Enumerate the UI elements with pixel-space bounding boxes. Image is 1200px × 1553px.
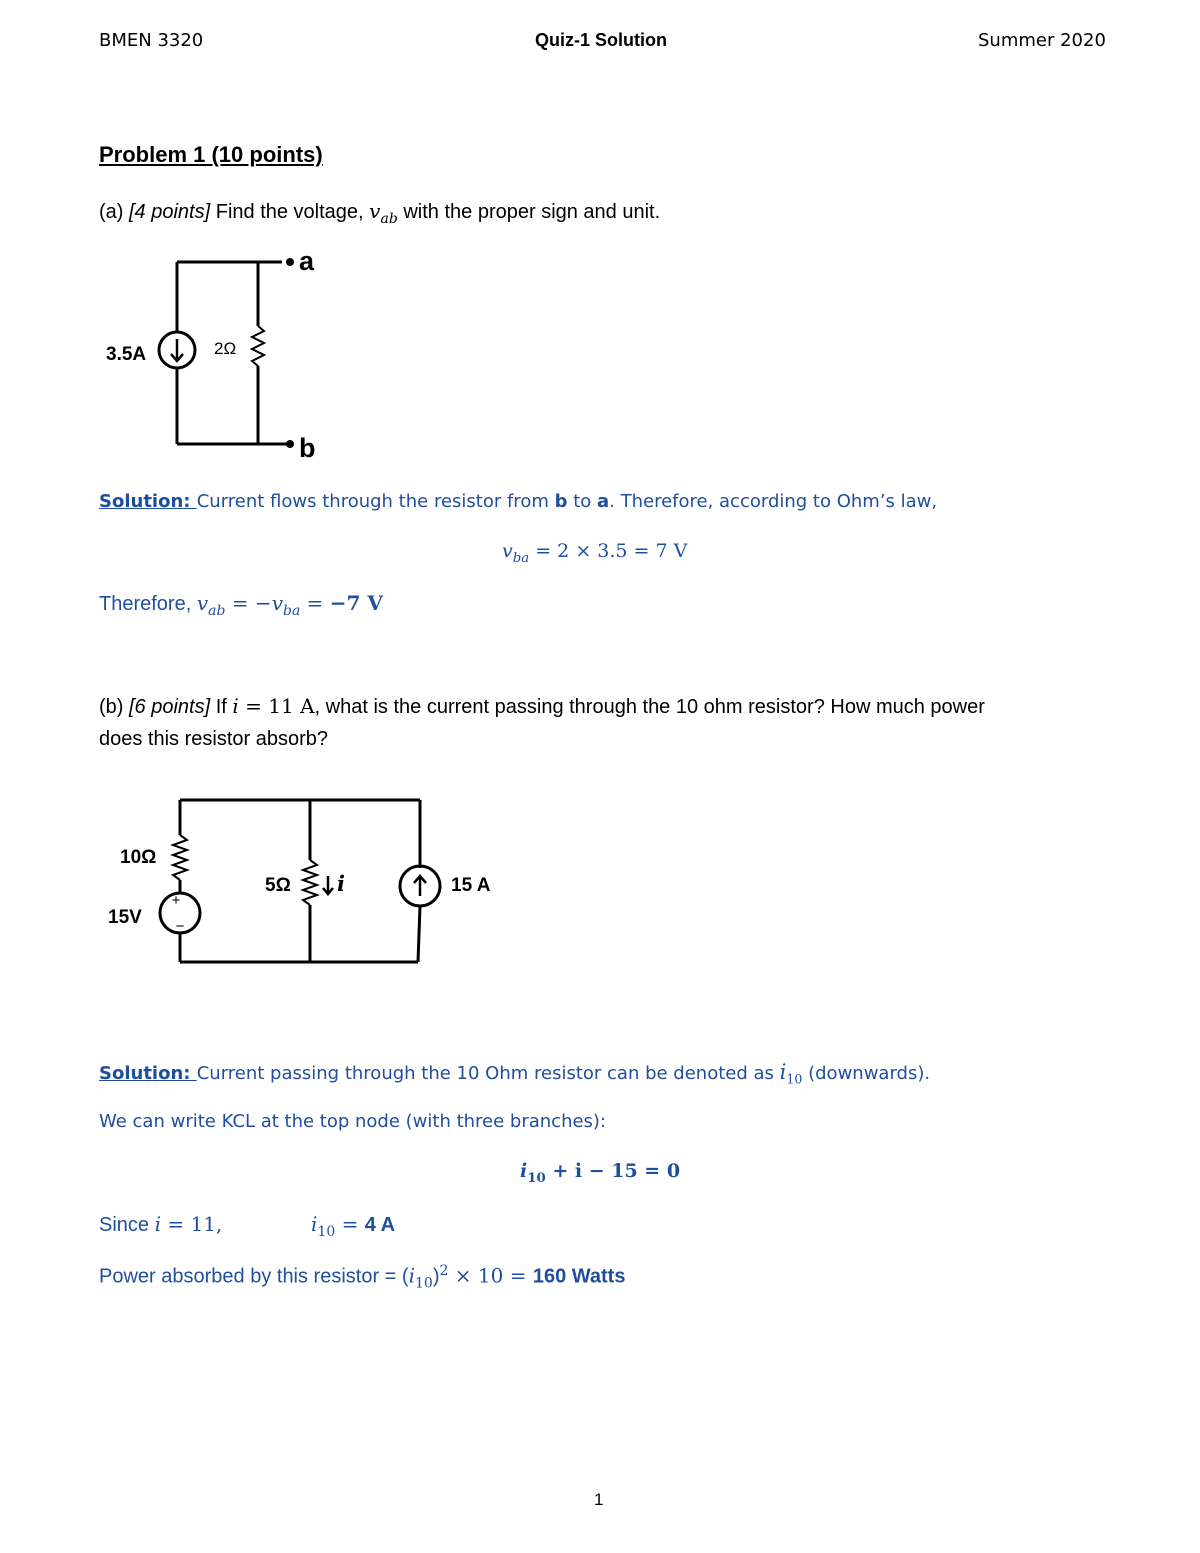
part-a-solution-b: b	[554, 491, 568, 512]
part-b-eq: = 11 A	[238, 694, 315, 718]
header-course: BMEN 3320	[99, 30, 204, 51]
since-result-eq: =	[335, 1212, 365, 1236]
part-a-solution-to: to	[567, 491, 597, 512]
part-a-var: v	[369, 199, 381, 223]
part-b-kcl-text: We can write KCL at the top node (with three branches):	[99, 1111, 607, 1132]
part-b-power: Power absorbed by this resistor = $(i_{10})^2 \times 10 = 160$ Watts	[99, 1263, 626, 1292]
part-b-points: [6 points]	[129, 696, 211, 718]
circuit-a-diagram	[100, 240, 340, 470]
part-a-solution-text-2: . Therefore, according to Ohm’s law,	[609, 491, 938, 512]
circuit-b-minus: −	[175, 918, 185, 935]
circuit-b-plus: +	[171, 892, 181, 909]
part-b-solution	[99, 1060, 930, 1087]
header-title: Quiz-1 Solution	[535, 30, 667, 50]
part-a-solution-text-1: Current flows through the resistor from	[196, 491, 555, 512]
therefore-eq-end: =	[300, 591, 330, 615]
eq1-lhs: v	[502, 540, 513, 562]
part-b-question-line-1	[99, 694, 985, 719]
circuit-a-resistor-label: 2Ω	[214, 339, 237, 358]
power-times: × 10 =	[448, 1263, 533, 1288]
part-a-label: (a)	[99, 201, 129, 223]
part-a-equation-1	[502, 540, 687, 566]
circuit-b-r5-label: 5Ω	[265, 875, 291, 896]
circuit-a-node-b: b	[299, 433, 316, 463]
therefore-eq: = −	[225, 591, 272, 615]
circuit-b-r10-label: 10Ω	[120, 847, 157, 868]
circuit-b-diagram	[100, 790, 520, 980]
part-a-question-text: Find the voltage,	[210, 201, 370, 223]
circuit-a-node-a: a	[299, 246, 315, 276]
circuit-a-source-label: 3.5A	[106, 344, 147, 365]
part-b-kcl-equation: $i_{10} + i - 15 = 0$	[520, 1160, 681, 1186]
header-term: Summer 2020	[978, 30, 1106, 51]
part-a-solution-label: Solution:	[99, 491, 197, 512]
part-b-solution-var-sub: 10	[786, 1071, 803, 1087]
power-mid: )	[432, 1265, 440, 1288]
eq1-rhs: = 2 × 3.5 = 7 V	[529, 540, 688, 562]
circuit-b-is-label: 15 A	[451, 875, 491, 896]
part-a-solution	[99, 491, 937, 512]
part-b-solution-text: Current passing through the 10 Ohm resistor can be denoted as	[196, 1063, 780, 1084]
since-i: i	[154, 1212, 161, 1236]
part-a-question	[99, 199, 660, 227]
power-exp: 2	[439, 1263, 449, 1279]
part-b-label: (b)	[99, 696, 129, 718]
since-eq: = 11,	[161, 1212, 223, 1236]
part-a-question-end: with the proper sign and unit.	[397, 201, 661, 223]
part-b-since	[99, 1212, 222, 1237]
circuit-b-vs-label: 15V	[108, 907, 142, 928]
part-b-solution-var: i	[779, 1060, 787, 1084]
power-prefix: Power absorbed by this resistor = (	[99, 1265, 409, 1288]
part-b-i: i	[232, 694, 239, 718]
part-b-if: If	[210, 696, 233, 718]
part-b-solution-end: (downwards).	[802, 1063, 931, 1084]
therefore-result: −7 V	[329, 591, 383, 615]
part-a-solution-a: a	[597, 491, 610, 512]
part-a-var-sub: ab	[380, 211, 398, 227]
eq1-lhs-sub: ba	[512, 550, 530, 566]
node-b-dot	[286, 440, 294, 448]
power-result: 160 Watts	[532, 1265, 626, 1288]
problem-title: Problem 1 (10 points)	[99, 142, 323, 167]
node-a-dot	[286, 258, 294, 266]
part-a-therefore: Therefore, $v_{ab} = -v_{ba} = -7$ V	[99, 591, 383, 619]
part-b-since-result: $i_{10} = 4$ A	[311, 1212, 396, 1240]
part-b-question-line-2: does this resistor absorb?	[99, 728, 329, 750]
part-a-points: [4 points]	[129, 201, 211, 223]
circuit-b-current-label: i	[337, 871, 345, 896]
since-result: 4 A	[364, 1214, 396, 1236]
part-b-question-rest: , what is the current passing through the 10 ohm resistor? How much power	[314, 696, 985, 718]
part-b-solution-label: Solution:	[99, 1063, 197, 1084]
kcl-eq: + i − 15 = 0	[545, 1160, 681, 1182]
therefore-prefix: Therefore,	[99, 593, 197, 615]
since-prefix: Since	[99, 1214, 155, 1236]
page-number: 1	[594, 1490, 604, 1509]
